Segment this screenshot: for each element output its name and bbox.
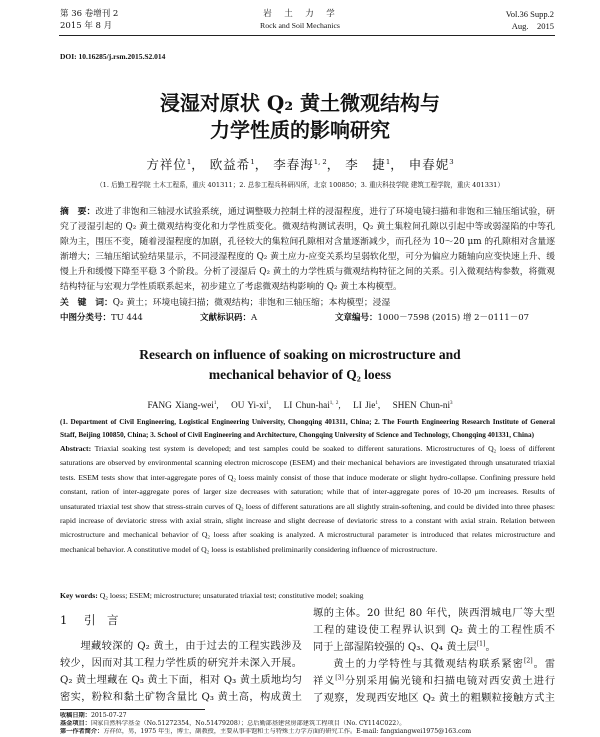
body-text: 。 (485, 642, 496, 653)
author-affiliation-mark: 1, 2 (329, 399, 339, 406)
body-text: 埋藏较深的 Q₂ 黄土，由于过去的工程实践涉及 (80, 641, 302, 652)
journal-name-cn: 岩 土 力 学 (263, 9, 337, 19)
footnote-rule (60, 709, 205, 710)
author-separator: ， (326, 157, 341, 172)
title-en (0, 345, 600, 385)
document-code-value: A (251, 313, 258, 323)
title-cn-line: 浸湿对原状 Q₂ 黄土微观结构与 (159, 91, 441, 115)
article-id (335, 312, 529, 325)
footnote-text: 2015-07-27 (90, 712, 127, 719)
date-cn: 2015 年 8 月 (60, 21, 113, 31)
body-text: 工程的建设使工程界认识到 Q₂ 黄土的工程性质不 (313, 625, 555, 636)
author-name: LI Jie (353, 400, 376, 410)
body-line (313, 605, 555, 622)
footnote-author (60, 728, 555, 736)
citation: [1] (476, 640, 486, 648)
author-separator: ， (390, 157, 404, 172)
body-line (313, 639, 555, 656)
author-affiliation-mark: 1 (186, 157, 192, 166)
keywords-en-text: Q₂ loess; ESEM; microstructure; unsaturated triaxial test; constitutive model; soaking (99, 591, 364, 600)
running-header-center (200, 8, 400, 32)
citation: [3] (335, 674, 344, 682)
body-text: 塬的主体。20 世纪 80 年代，陕西渭城电厂等大型 (313, 608, 555, 619)
body-line (60, 672, 302, 689)
footnote-text: 方祥位，男，1975 年生，博士，副教授，主要从事非饱和土与特殊土力学方面的研究工作。E-mail: fangxiangwei1975@163.com (103, 728, 472, 735)
footnote-fund (60, 720, 555, 728)
authors-cn (0, 157, 600, 173)
body-text: 。雷 (532, 659, 555, 670)
title-cn (0, 90, 600, 144)
body-line (313, 656, 555, 673)
footnote-received (60, 712, 555, 720)
title-en-line: Research on influence of soaking on microstructure and (139, 347, 461, 362)
classification-row (60, 312, 555, 325)
body-line (60, 689, 302, 706)
article-id-value: 1000－7598 (2015) 增 2－0111－07 (377, 313, 530, 323)
author-name: LI Chun-hai (283, 400, 330, 410)
running-header-right (506, 8, 554, 32)
footnotes (60, 712, 555, 736)
author-separator: , (377, 400, 390, 410)
author-affiliation-mark: 1 (375, 399, 378, 406)
body-text: 较少，因而对其工程力学性质的研究并未深入开展。 (60, 658, 302, 669)
section-heading (60, 612, 119, 628)
body-text: 分别采用偏光镜和扫描电镜对西安黄土进行 (343, 676, 555, 687)
body-line (313, 690, 555, 707)
author-name: 李 捷 (345, 157, 386, 172)
clc-label: 中图分类号： (60, 313, 112, 323)
footnote-label: 第一作者简介： (60, 728, 104, 735)
volume-en: Vol.36 Supp.2 (505, 9, 554, 19)
keywords-en-label: Key words: (60, 591, 98, 600)
running-header-left (60, 8, 118, 32)
author-name: 欧益希 (209, 157, 251, 172)
volume-cn: 第 36 卷增刊 2 (60, 9, 119, 19)
abstract-en (60, 442, 555, 588)
article-id-label: 文章编号： (335, 313, 378, 323)
author-separator: , (216, 400, 228, 410)
body-text: 了观察，发现西安地区 Q₂ 黄土的粗颗粒接触方式主 (313, 693, 555, 704)
author-affiliation-mark: 1 (213, 399, 217, 406)
body-text: Q₂ 黄土埋藏在 Q₃ 黄土下面，相对 Q₃ 黄土质地均匀 (60, 675, 302, 686)
abstract-cn (60, 205, 555, 297)
body-text: 祥义 (313, 676, 336, 687)
section-title: 引 言 (84, 613, 119, 627)
author-separator: , (268, 400, 281, 410)
document-code (200, 312, 257, 325)
author-affiliation-mark: 1 (385, 157, 391, 166)
doi: DOI: 10.16285/j.rsm.2015.S2.014 (60, 52, 166, 61)
author-name: 李春海 (273, 157, 314, 172)
affiliations-en: (1. Department of Civil Engineering, Logistical Engineering University, Chongqing 401311, China; 2. The Fourth Engineering Research Institute of General Staff, Beijing 100850, China; 3. School of Civil Engineering and Architecture, Chongqing University of Science and Technology, Chongqing 401331, China) (60, 418, 555, 439)
author-separator: ， (254, 157, 269, 172)
body-text: 同于上部湿陷较强的 Q₃、Q₄ 黄土层 (313, 642, 477, 653)
clc-number (60, 312, 143, 325)
abstract-en-text: Triaxial soaking test system is developed; and test samples could be soaked to different saturations. Microstructures of Q₂ loess of different saturations are observed by environmental scanning electron microscope (ESEM) and their mechanical behaviors are investigated through unsaturated triaxial tests. ESEM tests show that inter-aggregate pores of Q₂ loess mainly consist of those that induce moderate or slight hydro-collapse. Confining pressure held constant, ration of inter-aggregate pores of larger size decreases with saturation; while that of inter-aggregate pores of 10-20 μm increases. Results of unsaturated triaxial test show that stress-strain curves of Q₂ loess of different saturations are all slightly strain-softening, and could be divided into three phases: rapid increase of deviatoric stress with axial strain, slight increase and slight decrease of deviatoric stress to a constant with axial strain. Relation between microstructure and mechanical behavior of Q₂ loess after soaking is analyzed. A microstructural parameter is introduced that relates microstructure and mechanical behavior. A constitutive model of Q₂ loess is established preliminarily considering influence of microstructure. (60, 444, 555, 554)
author-name: FANG Xiang-wei (147, 400, 214, 410)
author-name: 申春妮 (408, 157, 450, 172)
document-code-label: 文献标识码： (200, 313, 252, 323)
affiliations-cn: （1. 后勤工程学院 土木工程系，重庆 401311；2. 总参工程兵科研四所，北京 100850；3. 重庆科技学院 建筑工程学院，重庆 401331） (96, 181, 504, 189)
author-name: 方祥位 (146, 157, 187, 172)
journal-name-en: Rock and Soil Mechanics (260, 21, 340, 30)
body-column-left (60, 638, 302, 706)
clc-value: TU 444 (111, 313, 143, 323)
body-line (60, 655, 302, 672)
keywords-cn-label: 关 键 词： (60, 298, 113, 308)
keywords-cn-text: Q₂ 黄土；环境电镜扫描；微观结构；非饱和三轴压缩；本构模型；浸湿 (112, 298, 391, 308)
body-line (60, 638, 302, 655)
keywords-cn (60, 297, 555, 310)
title-cn-line: 力学性质的影响研究 (210, 118, 390, 142)
author-separator: ， (191, 157, 205, 172)
abstract-en-label: Abstract: (60, 444, 92, 453)
author-affiliation-mark: 1, 2 (313, 157, 327, 166)
footnote-label: 基金项目： (60, 720, 91, 727)
author-name: OU Yi-xi (231, 400, 267, 410)
author-separator: , (338, 400, 350, 410)
section-number: 1 (60, 613, 68, 627)
body-text: 密实，粉粒和黏土矿物含量比 Q₃ 黄土高，构成黄土 (60, 692, 302, 703)
body-text: 黄土的力学特性与其微观结构联系紧密 (333, 659, 524, 670)
footnote-label: 收稿日期： (60, 712, 91, 719)
keywords-en (60, 589, 555, 602)
body-column-right (313, 605, 555, 707)
title-en-line: mechanical behavior of Q₂ loess (208, 367, 392, 382)
author-affiliation-mark: 3 (450, 399, 453, 406)
abstract-cn-label: 摘 要： (60, 207, 96, 217)
citation: [2] (523, 657, 533, 665)
authors-en (0, 399, 600, 412)
abstract-cn-text: 改进了非饱和三轴浸水试验系统，通过调整吸力控制土样的浸湿程度，进行了环境电镜扫描和非饱和三轴压缩试验，研究了浸湿引起的 Q₂ 黄土微观结构变化和力学性质变化。微观结构测试表明，Q₂ 黄土集粒间孔隙以引起中等或弱湿陷的中等孔隙为主，围压不变，随着浸湿程度的加剧，孔径较大的集粒间孔隙相对含量逐渐减少，而孔径为 10～20 μm 的孔隙相对含量逐渐增大；三轴压缩试验结果显示，不同浸湿程度的 Q₂ 黄土应力-应变关系均呈弱软化型，可分为偏应力随轴向应变快速上升、缓慢上升和缓慢下降至平稳 3 个阶段。分析了浸湿后 Q₂ 黄土的力学性质与微观结构特征之间的关系。引入微观结构参数，将微观结构特征与宏观力学性质联系起来，初步建立了考虑微观结构影响的 Q₂ 黄土本构模型。 (60, 207, 555, 292)
body-line (313, 622, 555, 639)
body-line (313, 673, 555, 690)
header-rule (59, 35, 555, 36)
author-affiliation-mark: 1 (250, 157, 255, 166)
author-affiliation-mark: 3 (449, 157, 454, 166)
author-name: SHEN Chun-ni (392, 400, 451, 410)
author-affiliation-mark: 1 (266, 399, 269, 406)
footnote-text: 国家自然科学基金（No.51272354，No.51479208）；总后勤部基建营房部建筑工程项目（No. CY114C022）。 (90, 720, 406, 727)
date-en: Aug. 2015 (511, 21, 554, 31)
